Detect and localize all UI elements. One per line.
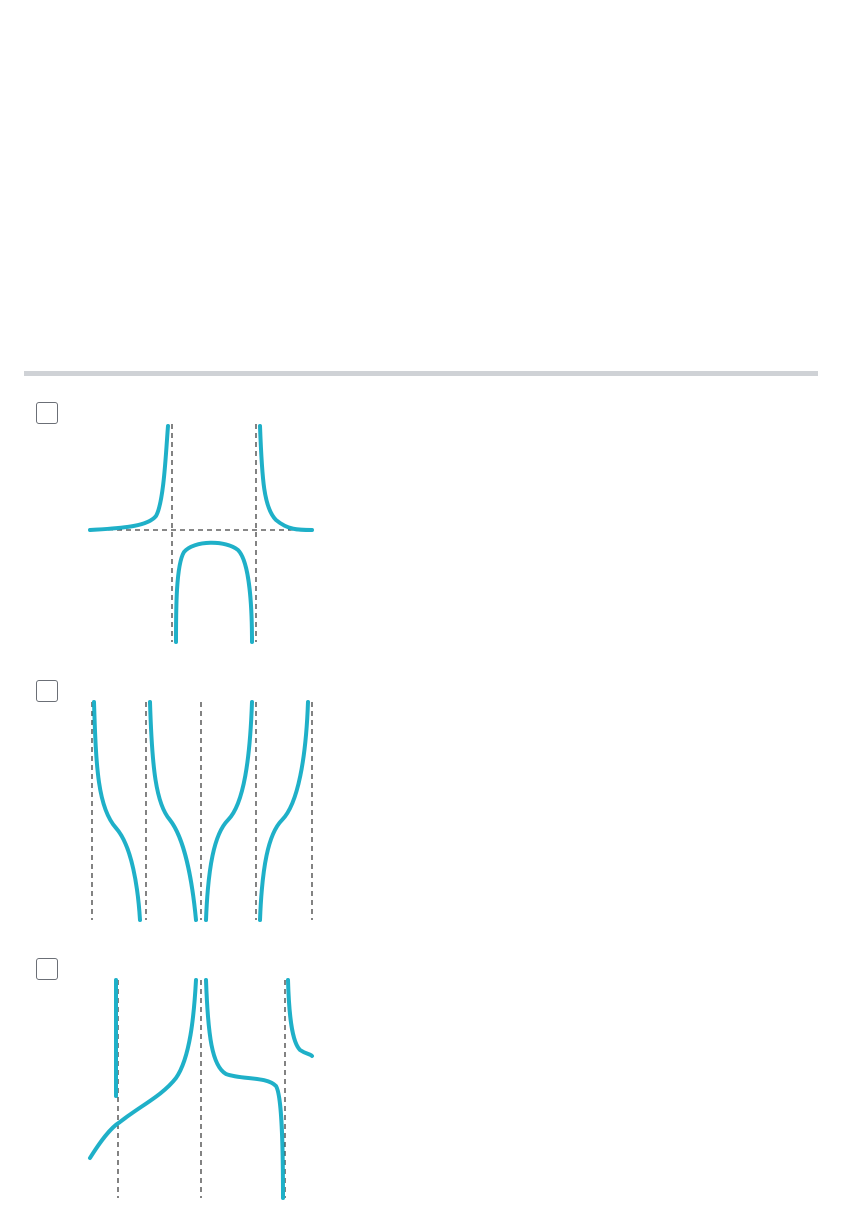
curve-b-3 — [206, 702, 252, 920]
choice-b[interactable] — [30, 668, 330, 938]
divider — [24, 371, 818, 376]
graph-c — [86, 946, 326, 1208]
choice-letter-a[interactable] — [36, 402, 58, 424]
curve-a-right — [260, 426, 312, 530]
choice-letter-b[interactable] — [36, 680, 58, 702]
curve-b-4 — [260, 702, 308, 920]
choice-a[interactable] — [30, 390, 330, 660]
curve-c-left — [90, 980, 196, 1158]
limit-formula — [44, 232, 304, 292]
choice-c[interactable] — [30, 946, 330, 1216]
graph-b — [86, 668, 326, 930]
curve-c-middle — [206, 980, 283, 1198]
curve-a-middle — [176, 543, 252, 642]
graph-a — [86, 390, 326, 652]
curve-c-right — [288, 980, 312, 1056]
choice-letter-c[interactable] — [36, 958, 58, 980]
curve-a-left — [90, 426, 168, 530]
curve-b-2 — [150, 702, 196, 920]
curve-b-1 — [94, 702, 140, 920]
